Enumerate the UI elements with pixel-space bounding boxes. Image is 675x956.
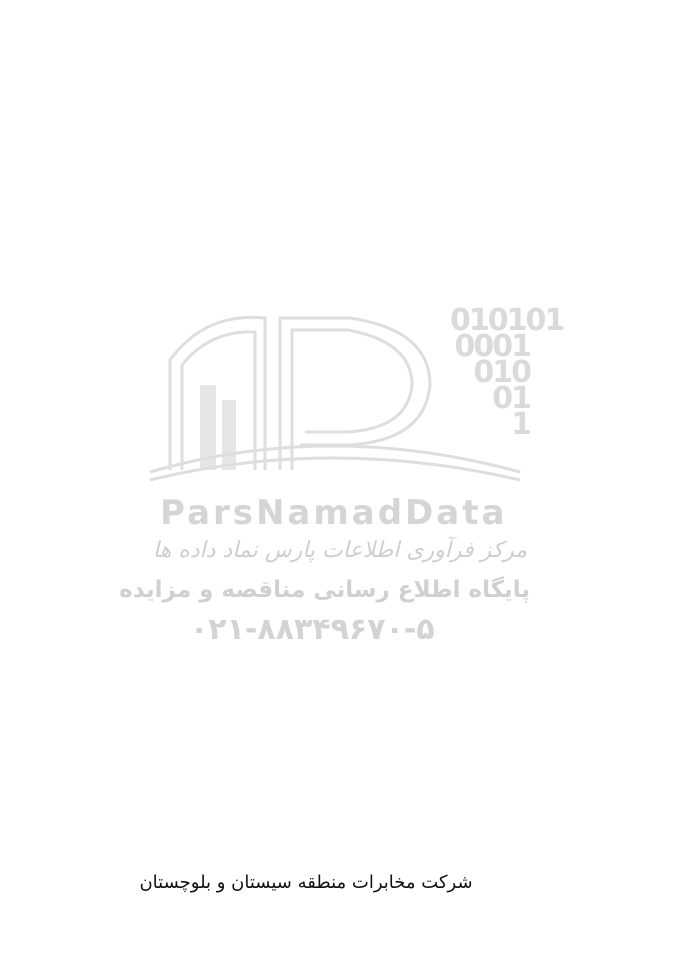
footer-company-name: شرکت مخابرات منطقه سیستان و بلوچستان — [139, 872, 473, 893]
watermark-binary-line: 0001 — [454, 329, 530, 364]
watermark-binary-line: 010101 — [450, 303, 564, 338]
watermark-phone: ۰۲۱-۸۸۳۴۹۶۷۰-۵ — [190, 612, 435, 647]
watermark-slogan: مرکز فرآوری اطلاعات پارس نماد داده ها — [152, 538, 528, 563]
watermark-brand: ParsNamadData — [160, 493, 508, 533]
watermark-binary-line: 1 — [511, 407, 530, 442]
watermark-binary-line: 01 — [492, 381, 530, 416]
watermark-subtitle: پایگاه اطلاع رسانی مناقصه و مزایده — [119, 577, 530, 603]
watermark-binary-line: 010 — [473, 355, 530, 390]
watermark-binary — [450, 303, 564, 442]
